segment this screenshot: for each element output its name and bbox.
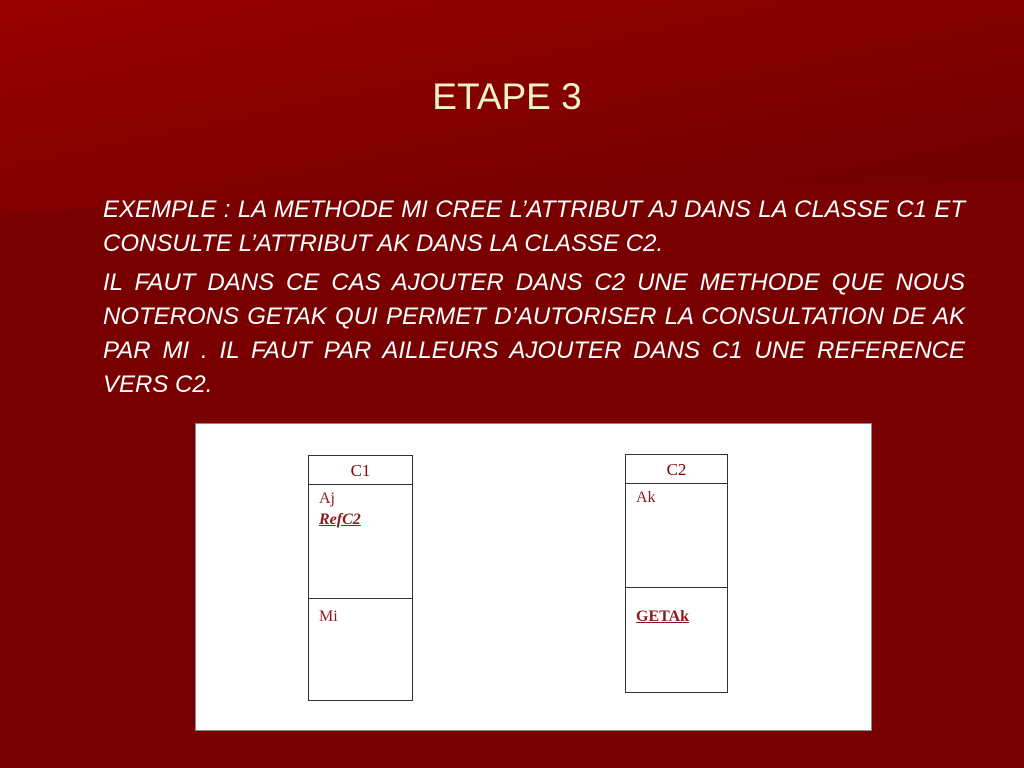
attribute-refc2: RefC2: [319, 511, 361, 528]
class-divider: [309, 598, 412, 599]
attribute-aj: Aj: [319, 490, 335, 507]
explanation-paragraph: IL FAUT DANS CE CAS AJOUTER DANS C2 UNE METHODE QUE NOUS NOTERONS GETAK QUI PERMET D’AUTORISER LA CONSULTATION DE AK PAR MI . IL FAUT PAR AILLEURS AJOUTER DANS C1 UNE REFERENCE VERS C2.: [103, 269, 965, 398]
uml-class-c2: [625, 454, 728, 693]
attribute-ak: Ak: [636, 489, 656, 506]
class-name-c1: C1: [309, 456, 412, 485]
example-paragraph: EXEMPLE : LA METHODE MI CREE L’ATTRIBUT AJ DANS LA CLASSE C1 ET CONSULTE L’ATTRIBUT AK DANS LA CLASSE C2.: [103, 196, 965, 257]
slide-title: ETAPE 3: [432, 76, 582, 117]
uml-diagram: [195, 423, 872, 731]
uml-class-c1: [308, 455, 413, 701]
class-name-c2: C2: [626, 455, 727, 484]
class-divider: [626, 587, 727, 588]
method-mi: Mi: [319, 608, 338, 625]
method-getak: GETAk: [636, 608, 690, 625]
